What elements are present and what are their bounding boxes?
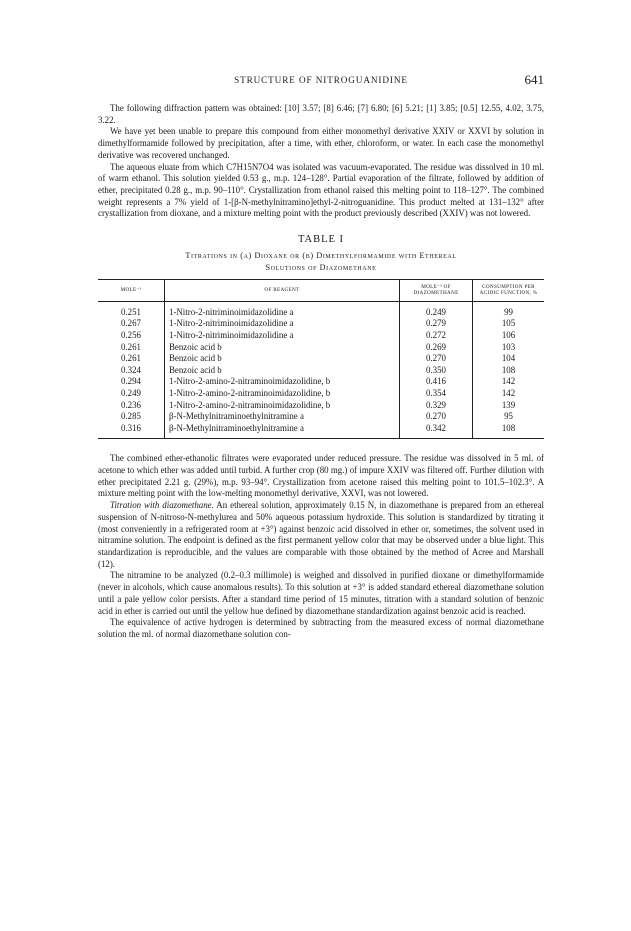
cell-moles: 0.324	[98, 365, 165, 377]
paragraph-aqueous-eluate: The aqueous eluate from which C7H15N7O4 was isolated was vacuum-evaporated. The residue was dissolved in 10 ml. of warm ethanol. This solution yielded 0.53 g., m.p. 124–128°. Partial evaporation of the filtrate, followed by addition of ether, precipitated 0.28 g., m.p. 90–110°. Crystallization from ethanol raised this melting point to 118–127°. The combined weight represents a 7% yield of 1-[β-N-methylnitramino]ethyl-2-nitroguanidine. This product melted at 131–132° after crystallization from dioxane, and a mixture melting point with the product previously described (XXIV) was not lowered.	[98, 161, 544, 219]
cell-consumption: 108	[501, 422, 516, 433]
paragraph-titration-body: An ethereal solution, approximately 0.15 N, in diazomethane is prepared from an ethereal suspension of N-nitroso-N-methylurea and 50% aqueous potassium hydroxide. This solution is standardized by titrating it (most conveniently in a refrigerated room at +3°) against benzoic acid dissolved in ether or, sometimes, the solvent used in nitramine solution. The endpoint is defined as the first permanent yellow color that may be observed under a blue light. This standardization is reproducible, and the values are comparable with those obtained by the method of Acree and Marshall (12).	[98, 500, 544, 569]
table-caption-line-2: Solutions of Diazomethane	[265, 262, 377, 272]
cell-diazomethane: 0.270	[400, 353, 473, 365]
table-row	[98, 301, 544, 318]
paragraph-diffraction: The following diffraction pattern was obtained: [10] 3.57; [8] 6.46; [7] 6.80; [6] 5.21; [1] 3.85; [0.5] 12.55, 4.02, 3.75, 3.22.	[98, 103, 544, 125]
cell-consumption: 142	[501, 376, 516, 387]
cell-moles: 0.316	[98, 423, 165, 439]
page-number: 641	[524, 72, 544, 87]
table-row	[98, 388, 544, 400]
cell-diazomethane: 0.249	[400, 301, 473, 318]
cell-reagent: 1-Nitro-2-nitriminoimidazolidine a	[165, 330, 400, 342]
cell-consumption: 106	[501, 330, 516, 341]
cell-diazomethane: 0.279	[400, 318, 473, 330]
paragraph-nitramine-analysis: The nitramine to be analyzed (0.2–0.3 millimole) is weighed and dissolved in purified dioxane or dimethylformamide (never in alcohols, which cause anomalous results). To this solution at +3° is added standard ethereal diazomethane solution until a pale yellow color persists. After a standard time period of 15 minutes, titration with a standard solution of benzoic acid in ether is carried out until the yellow hue defined by diazomethane standardization against benzoic acid is reached.	[98, 570, 544, 616]
cell-consumption: 142	[501, 388, 516, 398]
cell-reagent: 1-Nitro-2-nitriminoimidazolidine a	[165, 318, 400, 330]
paragraph-combined-filtrates: The combined ether-ethanolic filtrates were evaporated under reduced pressure. The residue was dissolved in 5 ml. of acetone to which ether was added until turbid. A further crop (80 mg.) of impure XXIV was filtered off. Further dilution with ether precipitated 2.21 g. (29%), m.p. 93–94°. Crystallization from acetone raised this melting point to 101.5–102.3°. A mixture melting point with the low-melting monomethyl derivative, XXVI, was not lowered.	[98, 453, 544, 499]
table-row	[98, 353, 544, 365]
section-heading-titration: Titration with diazomethane.	[110, 500, 214, 511]
table-row	[98, 411, 544, 423]
header-moles: MOLE⁻³	[98, 280, 165, 302]
cell-diazomethane: 0.269	[400, 342, 473, 354]
cell-consumption: 104	[501, 353, 516, 364]
cell-reagent: β-N-Methylnitraminoethylnitramine a	[165, 411, 400, 423]
cell-diazomethane: 0.329	[400, 400, 473, 412]
cell-diazomethane: 0.354	[400, 388, 473, 400]
header-consumption: CONSUMPTION PER ACIDIC FUNCTION, %	[473, 280, 545, 302]
cell-moles: 0.261	[98, 353, 165, 365]
table-header-row	[98, 280, 544, 302]
cell-moles: 0.249	[98, 388, 165, 400]
table-row	[98, 318, 544, 330]
cell-moles: 0.285	[98, 411, 165, 423]
cell-reagent: 1-Nitro-2-nitriminoimidazolidine a	[165, 301, 400, 318]
cell-consumption: 99	[504, 306, 513, 317]
cell-diazomethane: 0.270	[400, 411, 473, 423]
table-row	[98, 330, 544, 342]
cell-diazomethane: 0.272	[400, 330, 473, 342]
paragraph-preparation-attempt: We have yet been unable to prepare this compound from either monomethyl derivative XXIV or XXVI by solution in dimethylformamide followed by precipitation, after a time, with ether, chloroform, or water. In each case the monomethyl derivative was recovered unchanged.	[98, 126, 544, 160]
table-caption	[98, 250, 544, 273]
journal-page	[98, 72, 544, 641]
table-row	[98, 365, 544, 377]
paragraph-active-hydrogen: The equivalence of active hydrogen is determined by subtracting from the measured excess of normal diazomethane solution the ml. of normal diazomethane solution con-	[98, 617, 544, 639]
running-head-title: STRUCTURE OF NITROGUANIDINE	[234, 75, 408, 85]
cell-consumption: 108	[501, 364, 516, 375]
cell-reagent: Benzoic acid b	[165, 342, 400, 354]
cell-reagent: β-N-Methylnitraminoethylnitramine a	[165, 423, 400, 439]
titration-table	[98, 279, 544, 439]
cell-moles: 0.267	[98, 318, 165, 330]
cell-reagent: 1-Nitro-2-amino-2-nitraminoimidazolidine, b	[165, 388, 400, 400]
cell-consumption: 105	[501, 318, 516, 329]
header-reagent: OF REAGENT	[165, 280, 400, 302]
running-head	[98, 72, 544, 88]
cell-moles: 0.251	[98, 301, 165, 318]
table-row	[98, 376, 544, 388]
paragraph-titration-method	[98, 500, 544, 570]
cell-consumption: 103	[501, 341, 516, 352]
table-caption-line-1: Titrations in (a) Dioxane or (b) Dimethylformamide with Ethereal	[185, 251, 457, 261]
cell-consumption: 139	[501, 399, 516, 410]
cell-moles: 0.256	[98, 330, 165, 342]
table-row	[98, 400, 544, 412]
cell-moles: 0.236	[98, 400, 165, 412]
cell-reagent: 1-Nitro-2-amino-2-nitraminoimidazolidine, b	[165, 400, 400, 412]
table-title: TABLE I	[297, 234, 345, 246]
cell-reagent: 1-Nitro-2-amino-2-nitraminoimidazolidine, b	[165, 376, 400, 388]
cell-reagent: Benzoic acid b	[165, 353, 400, 365]
header-diazomethane: MOLE⁻³ OF DIAZOMETHANE	[400, 280, 473, 302]
cell-diazomethane: 0.416	[400, 376, 473, 388]
cell-consumption: 95	[504, 411, 513, 422]
cell-diazomethane: 0.342	[400, 423, 473, 439]
table-row	[98, 342, 544, 354]
table-row	[98, 423, 544, 439]
cell-moles: 0.294	[98, 376, 165, 388]
cell-diazomethane: 0.350	[400, 365, 473, 377]
cell-reagent: Benzoic acid b	[165, 365, 400, 377]
cell-moles: 0.261	[98, 342, 165, 354]
